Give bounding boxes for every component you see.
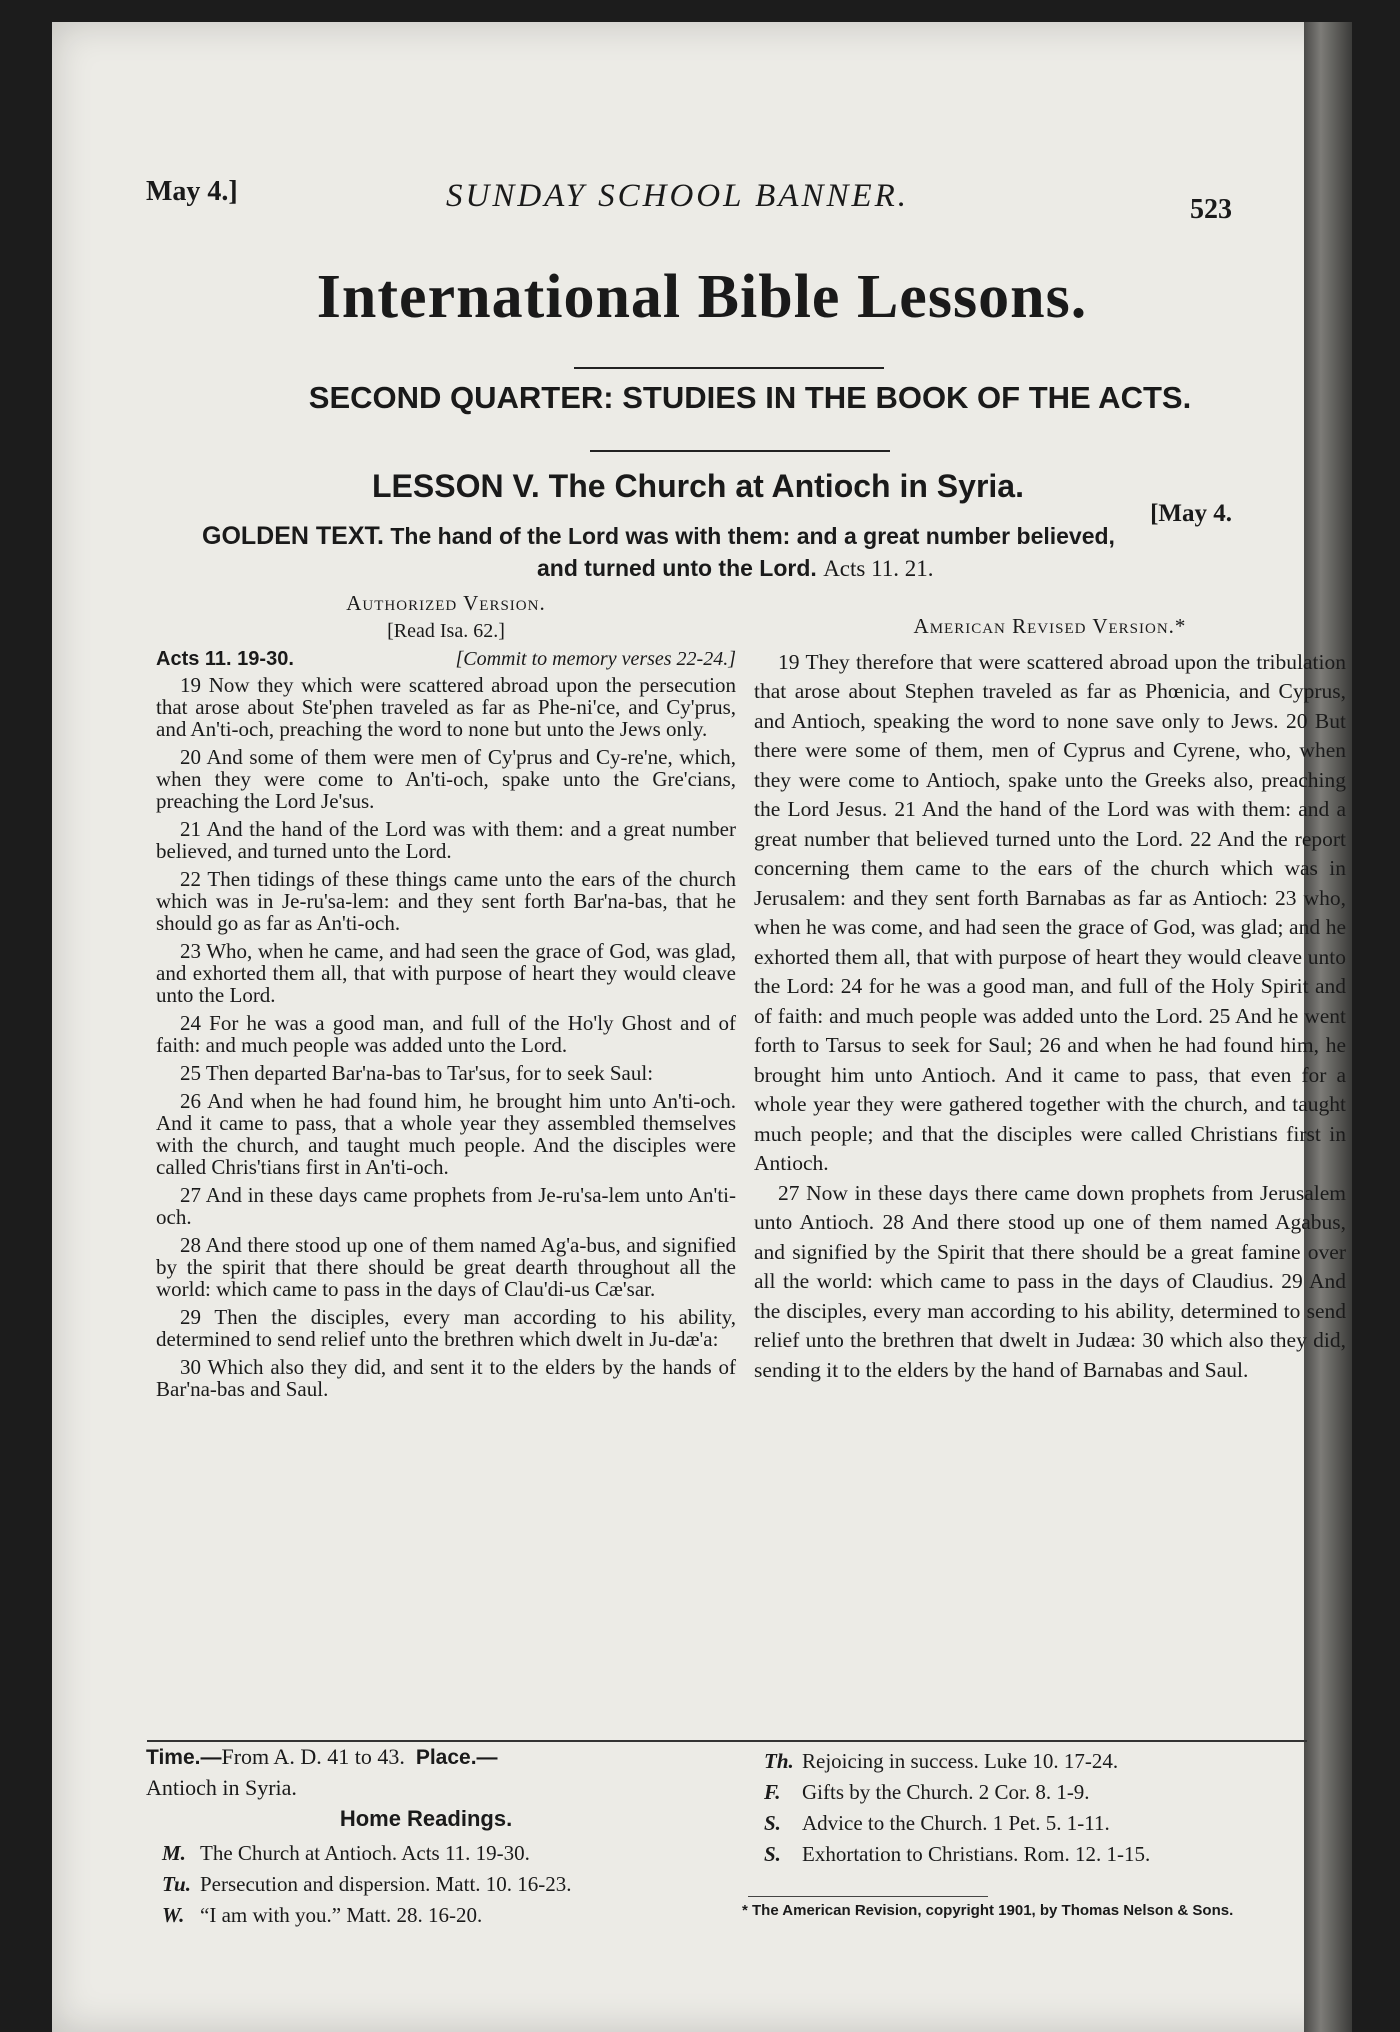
revised-paragraph: 19 They therefore that were scattered abroad upon the tribulation that arose about Stephen traveled as far as Phœnicia, and Cyprus, and Antioch, speaking the word to none save only to Jews. 20 But there were some of them, men of Cyprus and Cyrene, who, when they were come to Antioch, spake unto the Greeks also, preaching the Lord Jesus. 21 And the hand of the Lord was with them: and a great number that believed turned unto the Lord. 22 And the report concerning them came to the ears of the church which was in Jerusalem: and they sent forth Barnabas as far as Antioch: 23 who, when he was come, and had seen the grace of God, was glad; and he exhorted them all, that with purpose of heart they would cleave unto the Lord: 24 for he was a good man, and full of the Holy Spirit and of faith: and much people was added unto the Lord. 25 And he went forth to Tarsus to seek for Saul; 26 and when he had found him, he brought him unto Antioch. And it came to pass, that even for a whole year they were gathered together with the church, and taught much people; and that the disciples were called Christians first in Antioch. [754, 649, 1346, 1175]
header-date: May 4.] [146, 176, 238, 207]
lesson-date: [May 4. [1150, 500, 1232, 527]
magazine-page [52, 22, 1352, 2032]
reading-item [162, 1900, 722, 1931]
passage-reference-line [156, 648, 736, 670]
golden-text-reference: Acts 11. 21. [823, 556, 934, 581]
header-magazine-title: SUNDAY SCHOOL BANNER. [446, 178, 910, 214]
verse: 22 Then tidings of these things came unto the ears of the church which was in Je-ru'sa-lem: and they sent forth Bar'na-bas, that he should go as far as An'ti-och. [156, 867, 736, 935]
page-title: International Bible Lessons. [316, 263, 1088, 331]
place-label: Place.— [415, 1746, 498, 1769]
reading-item [764, 1746, 1324, 1777]
verse: 23 Who, when he came, and had seen the grace of God, was glad, and exhorted them all, that with purpose of heart they would cleave unto the Lord. [156, 939, 736, 1007]
reading-item [764, 1777, 1324, 1808]
verse: 29 Then the disciples, every man according to his ability, determined to send relief unto the brethren which dwelt in Ju-dæ'a: [156, 1305, 736, 1351]
reading-text: The Church at Antioch. Acts 11. 19-30. [200, 1841, 530, 1865]
reading-item [162, 1869, 722, 1900]
quarter-heading: SECOND QUARTER: STUDIES IN THE BOOK OF THE ACTS. [308, 380, 1192, 415]
verse: 28 And there stood up one of them named Ag'a-bus, and signified by the spirit that there should be great dearth throughout all the world: which came to pass in the days of Clau'di-us Cæ'sar. [156, 1233, 736, 1301]
quarter-divider [590, 450, 890, 452]
verse: 30 Which also they did, and sent it to the elders by the hands of Bar'na-bas and Saul. [156, 1355, 736, 1401]
reading-text: Persecution and dispersion. Matt. 10. 16-23. [200, 1872, 572, 1896]
reading-day: W. [162, 1903, 185, 1927]
reading-text: Gifts by the Church. 2 Cor. 8. 1-9. [802, 1780, 1090, 1804]
home-readings-title: Home Readings. [339, 1806, 513, 1831]
reading-item [162, 1838, 722, 1869]
golden-text [202, 520, 1292, 585]
verse: 27 And in these days came prophets from Je-ru'sa-lem unto An'ti-och. [156, 1183, 736, 1229]
verse: 25 Then departed Bar'na-bas to Tar'sus, for to seek Saul: [180, 1061, 654, 1085]
read-reference: [Read Isa. 62.] [387, 620, 505, 642]
reading-text: Rejoicing in success. Luke 10. 17-24. [802, 1749, 1119, 1773]
page-number: 523 [1190, 194, 1232, 225]
verse: 20 And some of them were men of Cy'prus and Cy-re'ne, which, when they were come to An'ti-och, spake unto the Gre'cians, preaching the Lord Je'sus. [156, 745, 736, 813]
footnote-divider [748, 1896, 988, 1897]
reading-text: Exhortation to Christians. Rom. 12. 1-15. [802, 1842, 1151, 1866]
revised-paragraph: 27 Now in these days there came down prophets from Jerusalem unto Antioch. 28 And there stood up one of them named Agabus, and signified by the Spirit that there should be a great famine over all the world: which came to pass in the days of Claudius. 29 And the disciples, every man according to his ability, determined to send relief unto the brethren that dwelt in Judæa: 30 which also they did, sending it to the elders by the hand of Barnabas and Saul. [754, 1180, 1346, 1382]
verse: 21 And the hand of the Lord was with them: and a great number believed, and turned unto the Lord. [156, 817, 736, 863]
verse: 26 And when he had found him, he brought him unto An'ti-och. And it came to pass, that a whole year they assembled themselves with the church, and taught much people. And the disciples were called Chris'tians first in An'ti-och. [156, 1089, 736, 1179]
golden-text-line1: The hand of the Lord was with them: and a great number believed, [390, 523, 1115, 549]
authorized-version-column [156, 592, 736, 1406]
reading-text: Advice to the Church. 1 Pet. 5. 1-11. [802, 1811, 1110, 1835]
verse: 19 Now they which were scattered abroad upon the persecution that arose about Ste'phen traveled as far as Phe-ni'ce, and Cy'prus, and An'ti-och, preaching the word to none but unto the Jews only. [156, 673, 736, 741]
reading-item [764, 1808, 1324, 1839]
golden-text-line2: and turned unto the Lord. [537, 555, 817, 581]
reading-item [764, 1839, 1324, 1870]
reading-day: F. [764, 1780, 781, 1804]
golden-text-label: GOLDEN TEXT. [202, 522, 384, 550]
reading-day: S. [764, 1811, 781, 1835]
footnote: * The American Revision, copyright 1901, by Thomas Nelson & Sons. [742, 1902, 1234, 1919]
reading-day: S. [764, 1842, 781, 1866]
time-label: Time.— [146, 1746, 222, 1769]
home-readings-right [764, 1746, 1324, 1870]
reading-day: Tu. [162, 1872, 191, 1896]
time-place [146, 1742, 706, 1803]
revised-version-column [754, 612, 1346, 1385]
verse: 24 For he was a good man, and full of the Ho'ly Ghost and of faith: and much people was added unto the Lord. [156, 1011, 736, 1057]
time-text: From A. D. 41 to 43. [221, 1744, 405, 1769]
passage-reference: Acts 11. 19-30. [156, 648, 294, 670]
authorized-version-title: Authorized Version. [346, 591, 546, 615]
reading-day: M. [162, 1841, 186, 1865]
commit-note: [Commit to memory verses 22-24.] [455, 648, 736, 670]
revised-version-title: American Revised Version.* [913, 614, 1187, 638]
place-text: Antioch in Syria. [146, 1775, 297, 1800]
title-divider [574, 367, 884, 369]
lesson-heading: LESSON V. The Church at Antioch in Syria. [372, 468, 1024, 504]
reading-text: “I am with you.” Matt. 28. 16-20. [200, 1903, 483, 1927]
reading-day: Th. [764, 1749, 794, 1773]
home-readings-left [162, 1838, 722, 1931]
running-header [146, 170, 1252, 225]
